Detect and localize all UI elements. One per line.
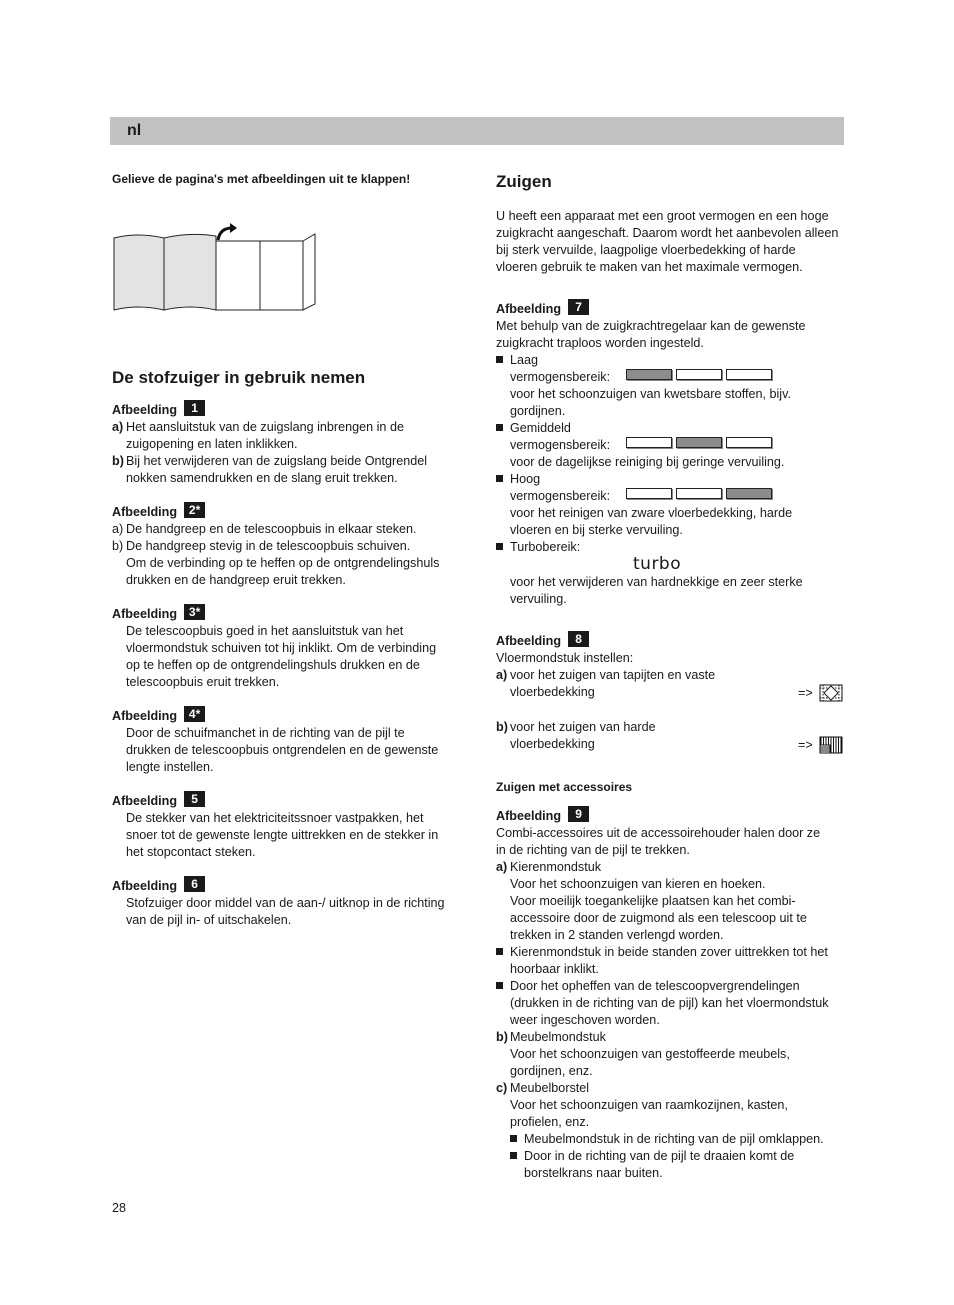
item-text: zuigopening en laten inklikken. [126, 437, 298, 451]
text-line [510, 667, 846, 684]
power-level-item [496, 352, 846, 420]
text-line [496, 859, 846, 876]
power-indicator-icon [626, 488, 772, 499]
turbo-word-row [510, 556, 846, 574]
item-label: b) [496, 1030, 508, 1044]
item-text: van de pijl in- of uitschakelen. [126, 913, 292, 927]
item-text: telescoopbuis eruit trekken. [126, 675, 280, 689]
level-range-label: vermogensbereik: [510, 370, 611, 384]
figure-heading [112, 878, 462, 895]
text-line: Voor moeilijk toegankelijke plaatsen kan het combi- [510, 894, 796, 908]
figure-number-badge: 4* [184, 706, 205, 722]
item-label: a) [112, 522, 124, 536]
bullet-item [496, 978, 846, 1029]
section-heading-start: De stofzuiger in gebruik nemen [112, 368, 366, 387]
text-line [112, 912, 462, 929]
power-indicator-segment [626, 437, 672, 448]
figure-number-badge: 8 [568, 631, 589, 647]
text-line: Combi-accessoires uit de accessoirehouder halen door ze [496, 826, 821, 840]
power-indicator-segment [626, 369, 672, 380]
spacer [112, 691, 462, 708]
figure-number-badge: 2* [184, 502, 205, 518]
bullet-item [510, 1131, 846, 1148]
item-label: b) [496, 720, 508, 734]
bullet-square-icon [510, 1152, 517, 1159]
bullet-square-icon [496, 424, 503, 431]
item-text: voor het zuigen van tapijten en vaste [510, 668, 716, 682]
text-line: zuigkracht aangeschaft. Daarom wordt het aanbevolen alleen [496, 226, 839, 240]
figure-heading [496, 301, 846, 318]
figure-number-badge: 7 [568, 299, 589, 315]
figure-heading [112, 708, 462, 725]
carpet-icon [819, 684, 843, 702]
bullet-square-icon [510, 1135, 517, 1142]
figure-label: Afbeelding [112, 879, 178, 893]
turbo-item [496, 539, 846, 608]
text-line: Door in de richting van de pijl te draaien komt de [524, 1149, 795, 1163]
item-text: Om de verbinding op te heffen op de ontgrendelingshuls [126, 556, 440, 570]
item-text: het stopcontact steken. [126, 845, 256, 859]
text-line [112, 844, 462, 861]
nozzle-setting [798, 684, 846, 702]
text-line: gordijnen, enz. [510, 1064, 593, 1078]
bullet-square-icon [496, 356, 503, 363]
text-line: Kierenmondstuk in beide standen zover uittrekken tot het [510, 945, 828, 959]
item-label: a) [112, 420, 124, 434]
figure-8 [496, 633, 846, 754]
text-line [112, 640, 462, 657]
bullet-item [510, 1148, 846, 1182]
spacer [112, 776, 462, 793]
bullet-square-icon [496, 948, 503, 955]
bullet-square-icon [496, 543, 503, 550]
level-description: voor het schoonzuigen van kwetsbare stoffen, bijv. [510, 387, 791, 401]
item-text: Stofzuiger door middel van de aan-/ uitknop in de richting [126, 896, 445, 910]
turbo-description: vervuiling. [510, 592, 567, 606]
text-line: hoorbaar inklikt. [510, 962, 599, 976]
power-indicator-segment [726, 488, 772, 499]
power-indicator-icon [626, 369, 772, 380]
item-label: a) [496, 668, 508, 682]
text-line: (drukken in de richting van de pijl) kan het vloermondstuk [510, 996, 829, 1010]
text-line [112, 521, 462, 538]
figure-heading [496, 633, 846, 650]
text-line [112, 895, 462, 912]
text-line [112, 657, 462, 674]
language-bar [110, 117, 844, 145]
figure-label: Afbeelding [112, 794, 178, 808]
figure-heading [112, 793, 462, 810]
nozzle-option [496, 667, 846, 702]
text-line [496, 1029, 846, 1046]
zuigen-intro [496, 208, 846, 293]
right-column [496, 171, 846, 1182]
item-text: vloermondstuk schuiven tot hij inklikt. Om de verbinding [126, 641, 437, 655]
figure-9 [496, 808, 846, 1182]
figure-heading [112, 606, 462, 623]
item-text: De telescoopbuis goed in het aansluitstuk van het [126, 624, 404, 638]
item-text: lengte instellen. [126, 760, 214, 774]
item-label: b) [112, 454, 124, 468]
text-line: vloeren gebruik te maken van het maximale vermogen. [496, 260, 803, 274]
figure-number-badge: 5 [184, 791, 205, 807]
level-range [510, 488, 846, 505]
bullet-square-icon [496, 475, 503, 482]
power-indicator-segment [676, 437, 722, 448]
item-text: De handgreep stevig in de telescoopbuis schuiven. [126, 539, 411, 553]
text-line [112, 623, 462, 640]
spacer [112, 487, 462, 504]
figure-label: Afbeelding [112, 505, 178, 519]
power-level-item [496, 471, 846, 539]
left-column [112, 171, 462, 929]
figure-heading [112, 504, 462, 521]
level-description: vloeren en bij sterke vervuiling. [510, 523, 683, 537]
level-description: voor het reinigen van zware vloerbedekking, harde [510, 506, 793, 520]
item-text: nokken samendrukken en de slang eruit trekken. [126, 471, 398, 485]
bullet-square-icon [496, 982, 503, 989]
figure-label: Afbeelding [496, 302, 562, 316]
text-line: zuigkracht traploos worden ingesteld. [496, 336, 704, 350]
power-indicator-segment [726, 369, 772, 380]
spacer [496, 276, 846, 293]
item-text: voor het zuigen van harde [510, 720, 656, 734]
text-line [112, 538, 462, 555]
item-text: Meubelmondstuk [510, 1030, 606, 1044]
item-text: Meubelborstel [510, 1081, 590, 1095]
level-range [510, 437, 846, 454]
spacer [112, 861, 462, 878]
language-label: nl [127, 122, 142, 139]
text-line [112, 572, 462, 589]
figure-label: Afbeelding [496, 634, 562, 648]
text-line [112, 810, 462, 827]
text-line [112, 419, 462, 436]
text-line: weer ingeschoven worden. [510, 1013, 660, 1027]
spacer [496, 608, 846, 625]
item-label: a) [496, 860, 508, 874]
text-line: Vloermondstuk instellen: [496, 651, 634, 665]
text-line: U heeft een apparaat met een groot vermogen en een hoge [496, 209, 829, 223]
text-line [112, 555, 462, 572]
figure-heading [112, 402, 462, 419]
level-name: Laag [510, 353, 539, 367]
item-text: Bij het verwijderen van de zuigslang beide Ontgrendel [126, 454, 428, 468]
section-heading-zuigen: Zuigen [496, 172, 552, 191]
level-range-label: vermogensbereik: [510, 489, 611, 503]
figure-number-badge: 6 [184, 876, 205, 892]
text-line: Voor het schoonzuigen van raamkozijnen, kasten, [510, 1098, 788, 1112]
figure-label: Afbeelding [112, 709, 178, 723]
text-line: bij sterk vervuilde, laagpolige vloerbedekking of harde [496, 243, 796, 257]
text-line: accessoire door de zuigmond als een telescoop uit te [510, 911, 807, 925]
foldout-note: Gelieve de pagina's met afbeeldingen uit te klappen! [112, 172, 411, 186]
power-indicator-segment [626, 488, 672, 499]
figure-label: Afbeelding [496, 809, 562, 823]
item-text: De stekker van het elektriciteitssnoer vastpakken, het [126, 811, 424, 825]
figure-number-badge: 9 [568, 806, 589, 822]
page-number: 28 [112, 1201, 127, 1215]
figure-label: Afbeelding [112, 607, 178, 621]
figure-7 [496, 301, 846, 625]
text-line: Met behulp van de zuigkrachtregelaar kan de gewenste [496, 319, 806, 333]
power-indicator-segment [676, 488, 722, 499]
item-text: Door de schuifmanchet in de richting van de pijl te [126, 726, 405, 740]
item-label: b) [112, 539, 124, 553]
arrow-text: => [798, 685, 813, 700]
spacer [496, 702, 846, 719]
level-description: gordijnen. [510, 404, 566, 418]
arrow-text: => [798, 737, 813, 752]
power-indicator-icon [626, 437, 772, 448]
item-text: vloerbedekking [510, 737, 595, 751]
level-name: Hoog [510, 472, 541, 486]
text-line: profielen, enz. [510, 1115, 590, 1129]
item-text: op te heffen op de ontgrendelingshuls drukken en de [126, 658, 420, 672]
spacer [112, 589, 462, 606]
text-line [112, 436, 462, 453]
item-text: drukken en de handgreep eruit trekken. [126, 573, 346, 587]
text-line: Voor het schoonzuigen van gestoffeerde meubels, [510, 1047, 790, 1061]
text-line [112, 674, 462, 691]
text-line: in de richting van de pijl te trekken. [496, 843, 690, 857]
figure-heading [496, 808, 846, 825]
figure-label: Afbeelding [112, 403, 178, 417]
figure-number-badge: 3* [184, 604, 205, 620]
figure-number-badge: 1 [184, 400, 205, 416]
power-indicator-segment [726, 437, 772, 448]
text-line [496, 1080, 846, 1097]
text-line [112, 742, 462, 759]
item-text: vloerbedekking [510, 685, 595, 699]
text-line [112, 725, 462, 742]
text-line [510, 736, 846, 754]
text-line [112, 453, 462, 470]
item-text: Kierenmondstuk [510, 860, 602, 874]
accessories-heading: Zuigen met accessoires [496, 780, 633, 794]
level-description: voor de dagelijkse reiniging bij geringe vervuiling. [510, 455, 785, 469]
level-range-label: vermogensbereik: [510, 438, 611, 452]
text-line: Meubelmondstuk in de richting van de pijl omklappen. [524, 1132, 824, 1146]
item-label: c) [496, 1081, 508, 1095]
text-line [112, 827, 462, 844]
nozzle-option [496, 719, 846, 754]
turbo-label: Turbobereik: [510, 540, 581, 554]
hard-floor-icon [819, 736, 843, 754]
power-level-item [496, 420, 846, 471]
text-line: Voor het schoonzuigen van kieren en hoeken. [510, 877, 766, 891]
turbo-symbol: turbo [633, 554, 682, 574]
power-indicator-segment [676, 369, 722, 380]
text-line [510, 719, 846, 736]
item-text: Het aansluitstuk van de zuigslang inbrengen in de [126, 420, 404, 434]
text-line: Door het opheffen van de telescoopvergrendelingen [510, 979, 800, 993]
text-line: trekken in 2 standen verlengd worden. [510, 928, 724, 942]
text-line: borstelkrans naar buiten. [524, 1166, 663, 1180]
left-figures [112, 402, 462, 929]
nozzle-setting [798, 736, 846, 754]
turbo-description: voor het verwijderen van hardnekkige en zeer sterke [510, 575, 803, 589]
text-line [510, 684, 846, 702]
level-range [510, 369, 846, 386]
bullet-item [496, 944, 846, 978]
level-name: Gemiddeld [510, 421, 571, 435]
text-line [112, 759, 462, 776]
item-text: drukken de telescoopbuis ontgrendelen en de gewenste [126, 743, 439, 757]
text-line [112, 470, 462, 487]
item-text: De handgreep en de telescoopbuis in elkaar steken. [126, 522, 417, 536]
item-text: snoer tot de gewenste lengte uittrekken en de stekker in [126, 828, 439, 842]
